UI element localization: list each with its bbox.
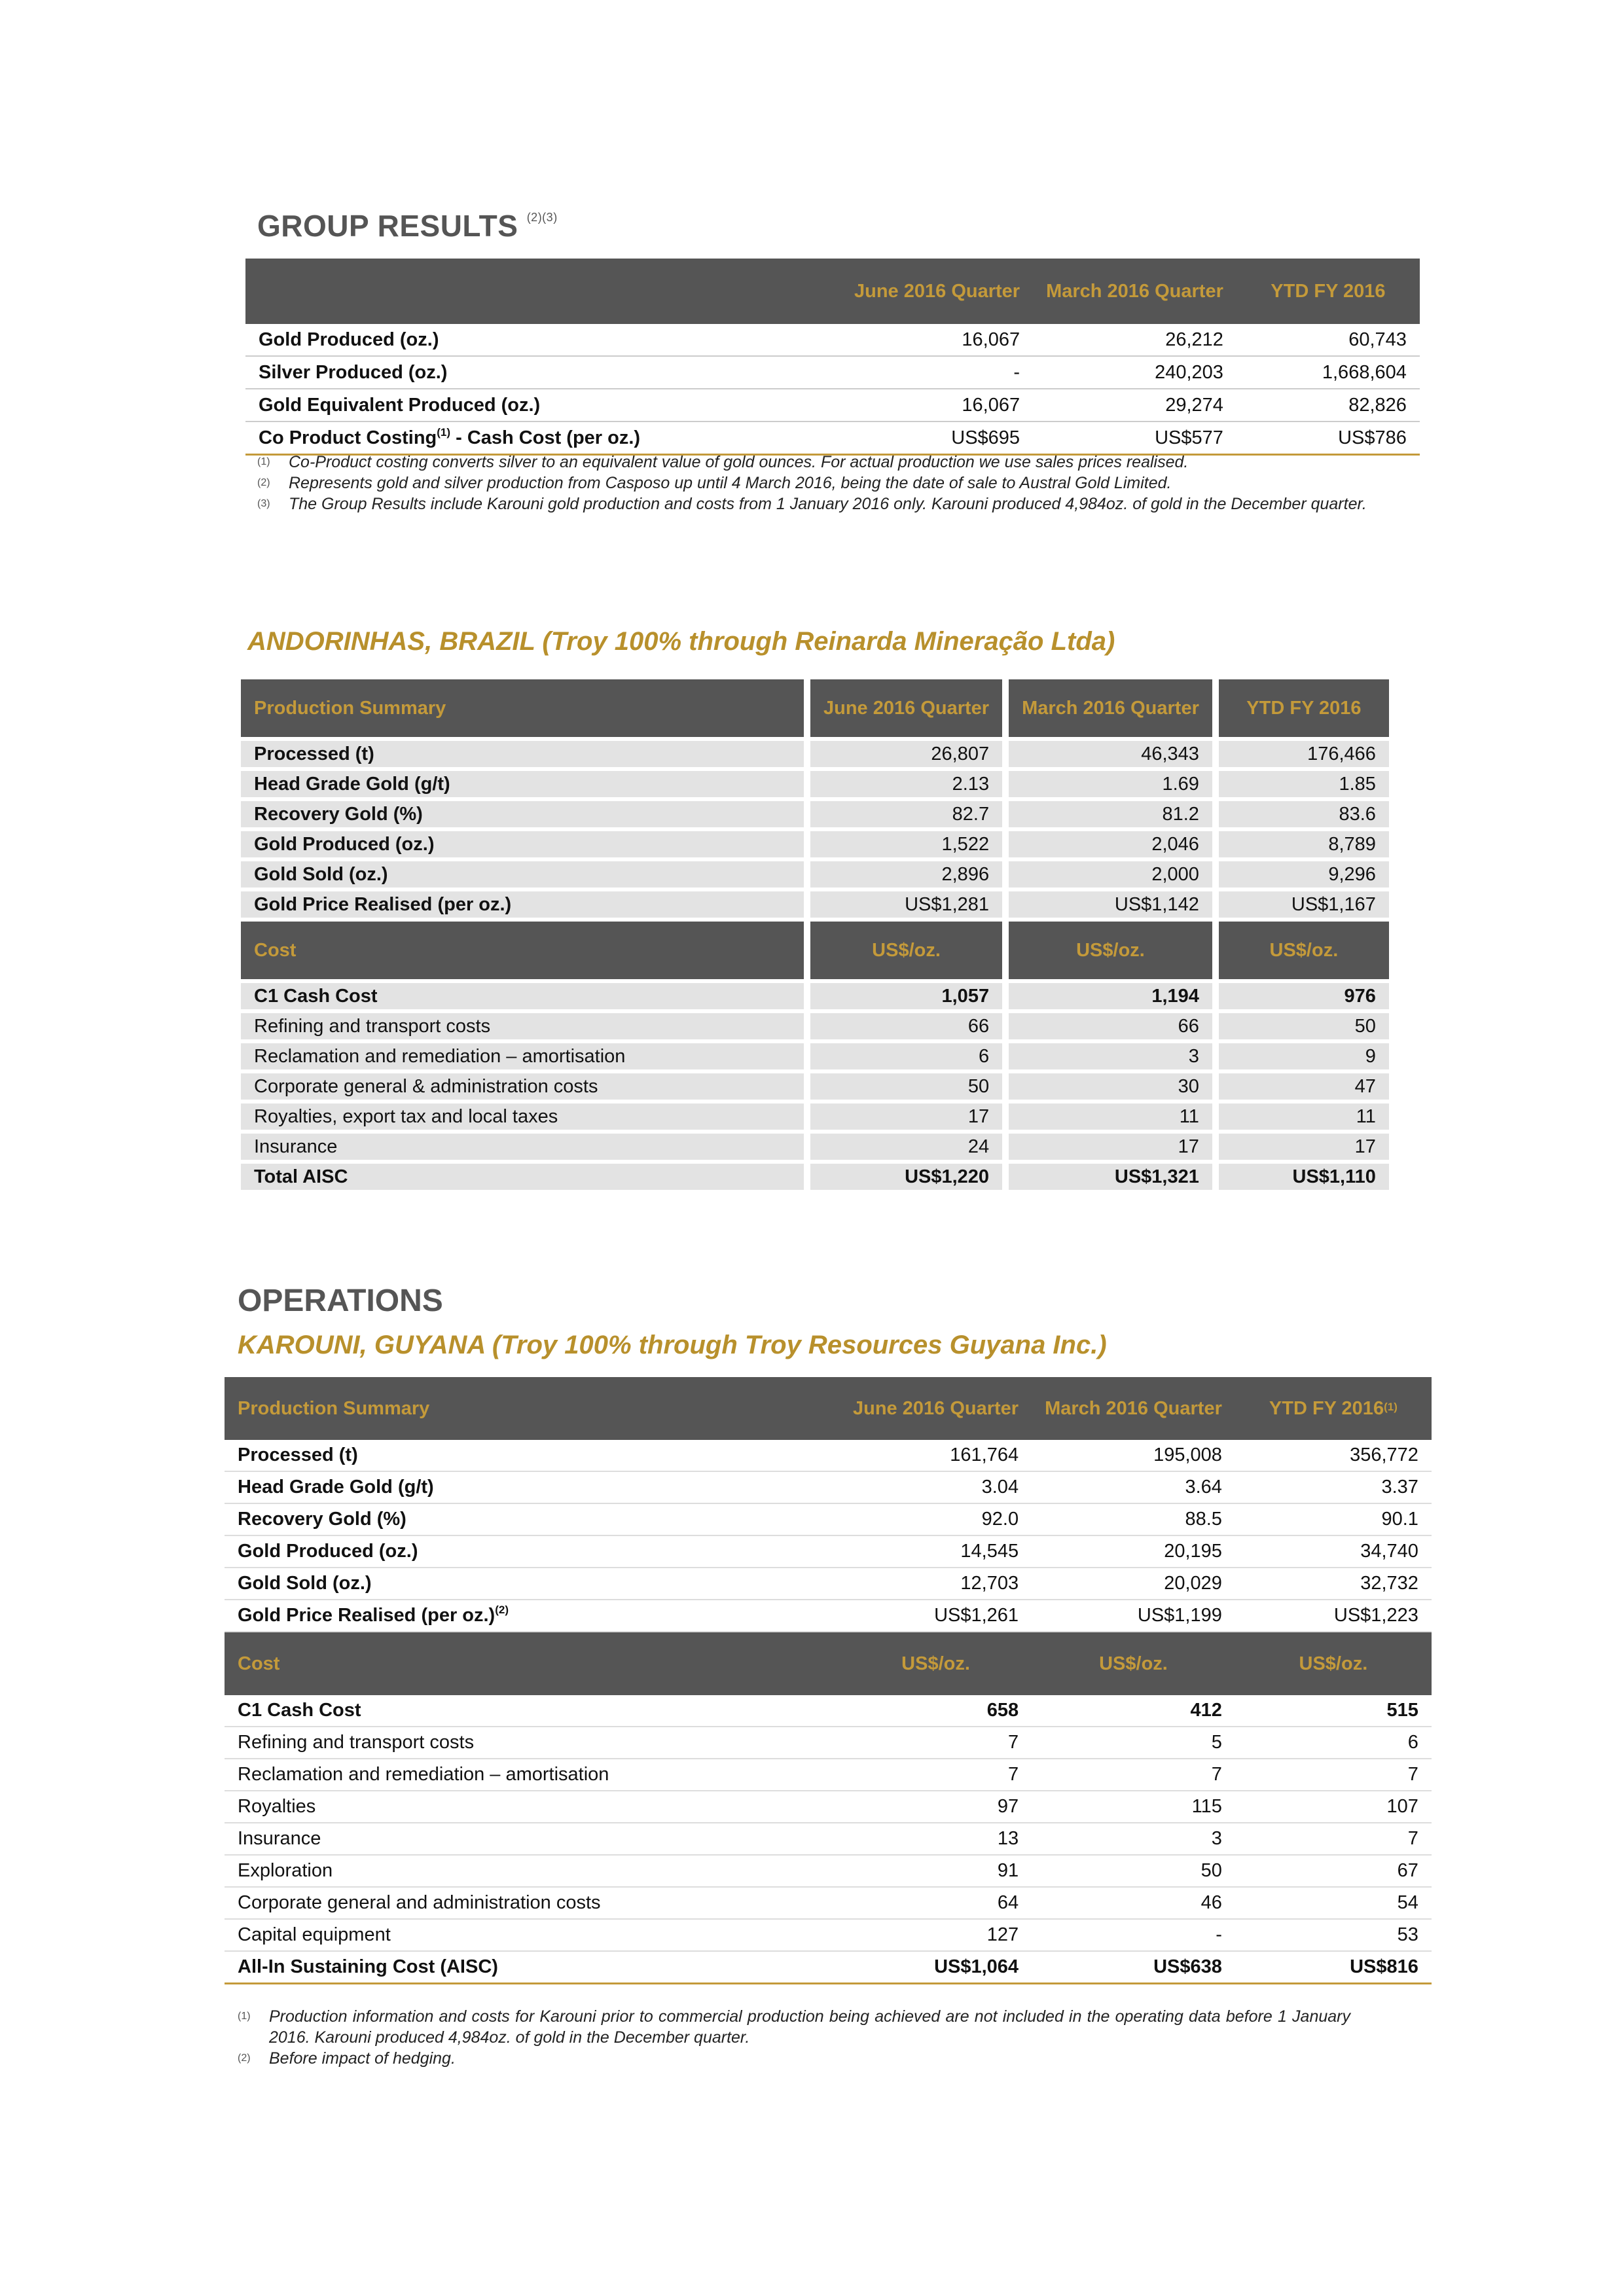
value-cell: 1,522 [810, 831, 1002, 857]
value-cell: 2,896 [810, 861, 1002, 888]
value-cell: 91 [840, 1855, 1032, 1887]
table-row [241, 1073, 1389, 1100]
row-label: Gold Produced (oz.) [238, 1541, 418, 1562]
header-text: June 2016 Quarter [853, 1398, 1019, 1419]
footnote-ref: (2) [495, 1604, 509, 1616]
andorinhas-table [234, 675, 1396, 1194]
header-label-cell [241, 922, 804, 979]
value-cell: 30 [1009, 1073, 1212, 1100]
header-text: YTD FY 2016 [1271, 281, 1386, 302]
value-cell: 127 [840, 1919, 1032, 1951]
table-row [241, 801, 1389, 827]
header-text: US$/oz. [1269, 940, 1339, 961]
value-cell: 47 [1219, 1073, 1389, 1100]
group-results-table-wrap [245, 259, 1420, 456]
row-label-cell [225, 1568, 840, 1600]
row-label: Capital equipment [238, 1924, 391, 1945]
table-row [241, 831, 1389, 857]
table-row [241, 1103, 1389, 1130]
header-text: YTD FY 2016 [1269, 1398, 1384, 1419]
row-label-cell [225, 1727, 840, 1759]
value-cell: 161,764 [840, 1440, 1032, 1471]
operations-title: OPERATIONS [238, 1283, 443, 1318]
value-cell: 17 [1219, 1134, 1389, 1160]
row-label: C1 Cash Cost [254, 985, 378, 1007]
andorinhas-table-wrap [241, 675, 1396, 1194]
value-cell: 46 [1032, 1887, 1235, 1919]
footnote [257, 452, 1383, 473]
row-label-cell [225, 1791, 840, 1823]
value-cell: 3.37 [1235, 1471, 1432, 1503]
header-label-cell [225, 1632, 840, 1695]
footnote [238, 2048, 1350, 2069]
header-column-cell [1032, 1632, 1235, 1695]
row-label: Gold Price Realised (per oz.) [238, 1605, 496, 1626]
footnote-ref: (1) [437, 425, 451, 439]
row-label: Corporate general & administration costs [254, 1075, 598, 1097]
table-row [225, 1568, 1432, 1600]
row-label-cell [225, 1823, 840, 1855]
header-column-cell [840, 1377, 1032, 1440]
header-text: US$/oz. [901, 1653, 970, 1674]
table-row [241, 891, 1389, 918]
row-label: Refining and transport costs [238, 1732, 475, 1753]
karouni-table [225, 1377, 1432, 1984]
value-cell: 195,008 [1032, 1440, 1235, 1471]
value-cell: 82,826 [1236, 389, 1420, 422]
value-cell: 7 [840, 1759, 1032, 1791]
value-cell: 67 [1235, 1855, 1432, 1887]
value-cell: 356,772 [1235, 1440, 1432, 1471]
value-cell: 16,067 [841, 324, 1033, 356]
value-cell: US$1,167 [1219, 891, 1389, 918]
row-label-cell [245, 389, 841, 422]
footnote [257, 473, 1383, 493]
footnote-ref: (1) [1384, 1401, 1398, 1413]
header-text: YTD FY 2016 [1246, 698, 1362, 719]
row-label-cell [241, 1043, 804, 1069]
row-label-cell [241, 1013, 804, 1039]
value-cell: 240,203 [1033, 356, 1236, 389]
table-row [241, 1134, 1389, 1160]
header-row [241, 679, 1389, 737]
value-cell: 107 [1235, 1791, 1432, 1823]
andorinhas-title: ANDORINHAS, BRAZIL (Troy 100% through Reinarda Mineração Ltda) [247, 627, 1115, 656]
value-cell: 412 [1032, 1695, 1235, 1727]
footnote-text: Co-Product costing converts silver to an equivalent value of gold ounces. For actual production we use sales prices realised. [289, 453, 1189, 471]
row-label-cell [225, 1887, 840, 1919]
row-label: All-In Sustaining Cost (AISC) [238, 1956, 498, 1977]
value-cell: 2,000 [1009, 861, 1212, 888]
header-row [225, 1377, 1432, 1440]
karouni-title: KAROUNI, GUYANA (Troy 100% through Troy Resources Guyana Inc.) [238, 1331, 1107, 1359]
value-cell: 17 [1009, 1134, 1212, 1160]
value-cell: 9,296 [1219, 861, 1389, 888]
row-label-cell [245, 356, 841, 389]
value-cell: 3.64 [1032, 1471, 1235, 1503]
table-row [225, 1471, 1432, 1503]
row-label: Insurance [254, 1136, 338, 1157]
row-label: Silver Produced (oz.) [259, 361, 448, 383]
row-label: C1 Cash Cost [238, 1700, 361, 1721]
value-cell: 53 [1235, 1919, 1432, 1951]
table-row [225, 1855, 1432, 1887]
header-text: Production Summary [238, 1398, 430, 1419]
row-label: Gold Sold (oz.) [238, 1573, 372, 1594]
value-cell: 81.2 [1009, 801, 1212, 827]
value-cell: - [1032, 1919, 1235, 1951]
table-row [225, 1695, 1432, 1727]
table-row [245, 356, 1420, 389]
table-row [241, 741, 1389, 767]
header-column-cell [840, 1632, 1032, 1695]
header-column-cell [841, 259, 1033, 324]
karouni-footnotes [238, 2006, 1350, 2069]
row-label-cell [241, 891, 804, 918]
value-cell: 9 [1219, 1043, 1389, 1069]
header-text: March 2016 Quarter [1022, 698, 1199, 719]
row-label-cell [241, 801, 804, 827]
group-results-title: GROUP RESULTS $^{(2)(3)}$ [257, 209, 558, 243]
value-cell: 90.1 [1235, 1503, 1432, 1535]
row-label: Head Grade Gold (g/t) [254, 773, 450, 795]
value-cell: US$1,321 [1009, 1164, 1212, 1190]
value-cell: 7 [840, 1727, 1032, 1759]
row-label-cell [241, 771, 804, 797]
value-cell: 29,274 [1033, 389, 1236, 422]
table-row [225, 1823, 1432, 1855]
header-text: US$/oz. [1076, 940, 1145, 961]
value-cell: US$1,199 [1032, 1600, 1235, 1632]
row-label: Royalties, export tax and local taxes [254, 1105, 558, 1127]
row-label: Gold Equivalent Produced (oz.) [259, 394, 541, 416]
table-row [241, 1013, 1389, 1039]
row-label: Gold Produced (oz.) [254, 833, 435, 855]
value-cell: 82.7 [810, 801, 1002, 827]
value-cell: 1.85 [1219, 771, 1389, 797]
row-label: Corporate general and administration costs [238, 1892, 601, 1913]
row-label-cell [241, 1073, 804, 1100]
value-cell: 3 [1032, 1823, 1235, 1855]
value-cell: 26,807 [810, 741, 1002, 767]
table-row [225, 1727, 1432, 1759]
value-cell: 11 [1219, 1103, 1389, 1130]
header-text: US$/oz. [1299, 1653, 1368, 1674]
row-label-cell [225, 1503, 840, 1535]
value-cell: 7 [1032, 1759, 1235, 1791]
value-cell: 66 [810, 1013, 1002, 1039]
row-label: Recovery Gold (%) [238, 1509, 406, 1530]
header-text: Cost [238, 1653, 280, 1674]
value-cell: 8,789 [1219, 831, 1389, 857]
row-label: Total AISC [254, 1166, 348, 1187]
table-row [225, 1440, 1432, 1471]
header-column-cell [1219, 922, 1389, 979]
value-cell: 11 [1009, 1103, 1212, 1130]
value-cell: 976 [1219, 983, 1389, 1009]
table-row [245, 324, 1420, 356]
header-row [245, 259, 1420, 324]
value-cell: 60,743 [1236, 324, 1420, 356]
header-column-cell [810, 679, 1002, 737]
table-row [225, 1759, 1432, 1791]
value-cell: 7 [1235, 1759, 1432, 1791]
row-label-cell [241, 861, 804, 888]
value-cell: US$1,110 [1219, 1164, 1389, 1190]
value-cell: 13 [840, 1823, 1032, 1855]
header-column-cell [1219, 679, 1389, 737]
value-cell: 1,668,604 [1236, 356, 1420, 389]
value-cell: 7 [1235, 1823, 1432, 1855]
table-row [225, 1600, 1432, 1632]
row-label: Co Product Costing [259, 427, 437, 448]
footnote-text: Represents gold and silver production from Casposo up until 4 March 2016, being the date of sale to Austral Gold Limited. [289, 474, 1172, 492]
footnote-mark: (2) [257, 477, 270, 488]
table-row [225, 1503, 1432, 1535]
footnote-mark: (2) [238, 2053, 251, 2064]
footnote [257, 493, 1383, 514]
value-cell: 54 [1235, 1887, 1432, 1919]
value-cell: 14,545 [840, 1535, 1032, 1568]
header-column-cell [1009, 679, 1212, 737]
row-label-cell [225, 1600, 840, 1632]
table-row [225, 1951, 1432, 1984]
row-label-cell [225, 1440, 840, 1471]
footnote-text: Before impact of hedging. [269, 2049, 456, 2068]
footnote-mark: (3) [257, 498, 270, 509]
header-text: June 2016 Quarter [823, 698, 990, 719]
value-cell: 50 [810, 1073, 1002, 1100]
table-row [241, 771, 1389, 797]
footnote-mark: (1) [257, 456, 270, 467]
header-column-cell [1235, 1632, 1432, 1695]
value-cell: 66 [1009, 1013, 1212, 1039]
table-row [225, 1919, 1432, 1951]
value-cell: 32,732 [1235, 1568, 1432, 1600]
row-label: Reclamation and remediation – amortisation [238, 1764, 609, 1785]
table-row [245, 389, 1420, 422]
value-cell: 97 [840, 1791, 1032, 1823]
row-label-suffix: - Cash Cost (per oz.) [450, 427, 641, 448]
value-cell: US$1,281 [810, 891, 1002, 918]
row-label-cell [241, 741, 804, 767]
value-cell: 46,343 [1009, 741, 1212, 767]
value-cell: 12,703 [840, 1568, 1032, 1600]
value-cell: 6 [1235, 1727, 1432, 1759]
header-text: March 2016 Quarter [1046, 281, 1223, 302]
value-cell: 24 [810, 1134, 1002, 1160]
header-label-cell [245, 259, 841, 324]
header-column-cell [1033, 259, 1236, 324]
value-cell: 20,029 [1032, 1568, 1235, 1600]
header-text: US$/oz. [1099, 1653, 1168, 1674]
row-label: Refining and transport costs [254, 1015, 491, 1037]
table-row [225, 1535, 1432, 1568]
table-row [241, 983, 1389, 1009]
value-cell: - [841, 356, 1033, 389]
header-column-cell [1236, 259, 1420, 324]
value-cell: US$695 [841, 422, 1033, 455]
header-column-cell [1235, 1377, 1432, 1440]
row-label-cell [241, 1134, 804, 1160]
value-cell: US$577 [1033, 422, 1236, 455]
value-cell: 16,067 [841, 389, 1033, 422]
footnote [238, 2006, 1350, 2048]
value-cell: 1,057 [810, 983, 1002, 1009]
row-label-cell [245, 422, 841, 455]
row-label: Royalties [238, 1796, 316, 1817]
header-text: Production Summary [254, 698, 446, 719]
value-cell: 34,740 [1235, 1535, 1432, 1568]
value-cell: US$1,220 [810, 1164, 1002, 1190]
value-cell: 83.6 [1219, 801, 1389, 827]
value-cell: US$1,142 [1009, 891, 1212, 918]
header-text: Cost [254, 940, 297, 961]
value-cell: 115 [1032, 1791, 1235, 1823]
value-cell: US$1,064 [840, 1951, 1032, 1984]
table-row [241, 1164, 1389, 1190]
row-label-cell [225, 1535, 840, 1568]
header-text: March 2016 Quarter [1045, 1398, 1222, 1419]
row-label: Gold Sold (oz.) [254, 863, 388, 885]
value-cell: 17 [810, 1103, 1002, 1130]
value-cell: 20,195 [1032, 1535, 1235, 1568]
row-label: Insurance [238, 1828, 321, 1849]
footnote-text: The Group Results include Karouni gold production and costs from 1 January 2016 only. Karouni produced 4,984oz. of gold in the December quarter. [289, 495, 1367, 513]
footnote-text: Production information and costs for Karouni prior to commercial production being achieved are not included in the operating data before 1 January 2016. Karouni produced 4,984oz. of gold in the December quarter. [269, 2007, 1350, 2047]
row-label: Gold Produced (oz.) [259, 329, 439, 350]
value-cell: US$1,261 [840, 1600, 1032, 1632]
footnote-mark: (1) [238, 2011, 251, 2022]
value-cell: 1.69 [1009, 771, 1212, 797]
table-row [225, 1887, 1432, 1919]
row-label: Processed (t) [238, 1444, 358, 1465]
row-label: Head Grade Gold (g/t) [238, 1477, 434, 1498]
row-label: Recovery Gold (%) [254, 803, 423, 825]
value-cell: 5 [1032, 1727, 1235, 1759]
value-cell: 3.04 [840, 1471, 1032, 1503]
header-text: US$/oz. [872, 940, 941, 961]
value-cell: US$816 [1235, 1951, 1432, 1984]
header-label-cell [241, 679, 804, 737]
row-label-cell [225, 1471, 840, 1503]
row-label: Gold Price Realised (per oz.) [254, 893, 512, 915]
row-label-cell [241, 1164, 804, 1190]
table-row [245, 422, 1420, 455]
header-row [241, 922, 1389, 979]
row-label-cell [225, 1951, 840, 1984]
value-cell: 26,212 [1033, 324, 1236, 356]
value-cell: 1,194 [1009, 983, 1212, 1009]
value-cell: 3 [1009, 1043, 1212, 1069]
value-cell: US$786 [1236, 422, 1420, 455]
group-results-table [245, 259, 1420, 456]
header-row [225, 1632, 1432, 1695]
row-label-cell [241, 831, 804, 857]
value-cell: 92.0 [840, 1503, 1032, 1535]
row-label-cell [225, 1759, 840, 1791]
value-cell: 64 [840, 1887, 1032, 1919]
header-column-cell [810, 922, 1002, 979]
table-row [225, 1791, 1432, 1823]
value-cell: 50 [1219, 1013, 1389, 1039]
table-row [241, 861, 1389, 888]
header-column-cell [1009, 922, 1212, 979]
row-label-cell [225, 1919, 840, 1951]
table-row [241, 1043, 1389, 1069]
value-cell: 2.13 [810, 771, 1002, 797]
header-label-cell [225, 1377, 840, 1440]
row-label: Exploration [238, 1860, 333, 1881]
header-column-cell [1032, 1377, 1235, 1440]
row-label-cell [245, 324, 841, 356]
row-label: Processed (t) [254, 743, 374, 764]
value-cell: 658 [840, 1695, 1032, 1727]
value-cell: 515 [1235, 1695, 1432, 1727]
header-text: June 2016 Quarter [854, 281, 1020, 302]
karouni-table-wrap [225, 1377, 1432, 1984]
value-cell: 50 [1032, 1855, 1235, 1887]
row-label: Reclamation and remediation – amortisation [254, 1045, 626, 1067]
row-label-cell [241, 983, 804, 1009]
value-cell: 6 [810, 1043, 1002, 1069]
group-results-title-refs: (2)(3) [526, 211, 558, 224]
value-cell: US$1,223 [1235, 1600, 1432, 1632]
value-cell: 2,046 [1009, 831, 1212, 857]
row-label-cell [241, 1103, 804, 1130]
value-cell: US$638 [1032, 1951, 1235, 1984]
value-cell: 176,466 [1219, 741, 1389, 767]
value-cell: 88.5 [1032, 1503, 1235, 1535]
group-footnotes [257, 452, 1383, 514]
row-label-cell [225, 1855, 840, 1887]
row-label-cell [225, 1695, 840, 1727]
